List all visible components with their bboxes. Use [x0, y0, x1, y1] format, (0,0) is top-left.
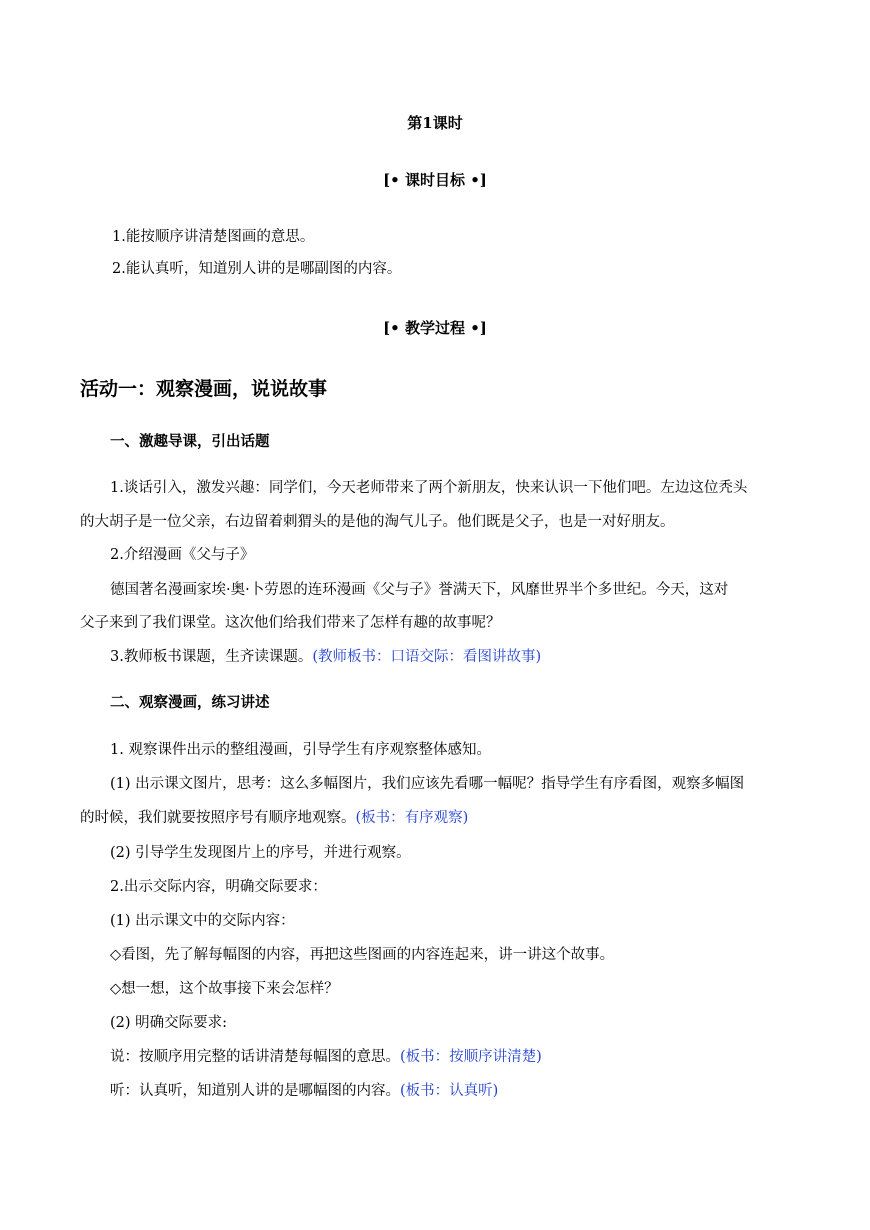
paragraph-line: ◇看图，先了解每幅图的内容，再把这些图画的内容连起来，讲一讲这个故事。: [110, 947, 615, 963]
board-note: (板书：有序观察): [355, 810, 469, 826]
paragraph-line: (2) 引导学生发现图片上的序号，并进行观察。: [110, 845, 411, 861]
paragraph-line: 的大胡子是一位父亲，右边留着刺猬头的是他的淘气儿子。他们既是父子，也是一对好朋友。: [80, 514, 675, 530]
goals-heading: [• 课时目标 •]: [383, 171, 487, 189]
paragraph-line: 1. 观察课件出示的整组漫画，引导学生有序观察整体感知。: [110, 742, 491, 758]
paragraph-line: [110, 1047, 542, 1067]
section-title: 一、激趣导课，引出话题: [110, 433, 270, 450]
paragraph-line: (1) 出示课文中的交际内容：: [110, 913, 295, 929]
paragraph-line: 2.介绍漫画《父与子》: [110, 547, 255, 563]
paragraph-text: 3.教师板书课题，生齐读课题。: [110, 649, 313, 665]
paragraph-line: (2) 明确交际要求:: [110, 1015, 228, 1031]
paragraph-line: 1.谈话引入，激发兴趣：同学们，今天老师带来了两个新朋友，快来认识一下他们吧。左边这位秃头: [110, 480, 748, 496]
board-note: (教师板书：口语交际：看图讲故事): [312, 649, 542, 665]
paragraph-line: 德国著名漫画家埃·奥·卜劳恩的连环漫画《父与子》誉满天下，风靡世界半个多世纪。今天，这对: [110, 582, 729, 598]
paragraph-text: 说：按顺序用完整的话讲清楚每幅图的意思。: [110, 1049, 400, 1065]
paragraph-line: [110, 1081, 498, 1101]
goal-item: 2.能认真听，知道别人讲的是哪副图的内容。: [112, 261, 402, 277]
paragraph-text: 听：认真听，知道别人讲的是哪幅图的内容。: [110, 1083, 400, 1099]
goal-item: 1.能按顺序讲清楚图画的意思。: [112, 229, 315, 245]
paragraph-line: [80, 808, 468, 828]
paragraph-line: ◇想一想，这个故事接下来会怎样？: [110, 981, 339, 997]
paragraph-text: 的时候，我们就要按照序号有顺序地观察。: [80, 810, 356, 826]
section-title: 二、观察漫画，练习讲述: [110, 694, 270, 711]
paragraph-line: 2.出示交际内容，明确交际要求：: [110, 879, 327, 895]
board-note: (板书：按顺序讲清楚): [400, 1049, 542, 1065]
paragraph-line: (1) 出示课文图片，思考：这么多幅图片，我们应该先看哪一幅呢？指导学生有序看图，观察多幅图: [110, 776, 745, 792]
process-heading: [• 教学过程 •]: [383, 319, 487, 337]
paragraph-line: [110, 647, 541, 667]
paragraph-line: 父子来到了我们课堂。这次他们给我们带来了怎样有趣的故事呢？: [80, 615, 501, 631]
lesson-title: 第1课时: [407, 114, 463, 132]
activity-title: 活动一：观察漫画，说说故事: [80, 378, 328, 400]
board-note: (板书：认真听): [400, 1083, 499, 1099]
